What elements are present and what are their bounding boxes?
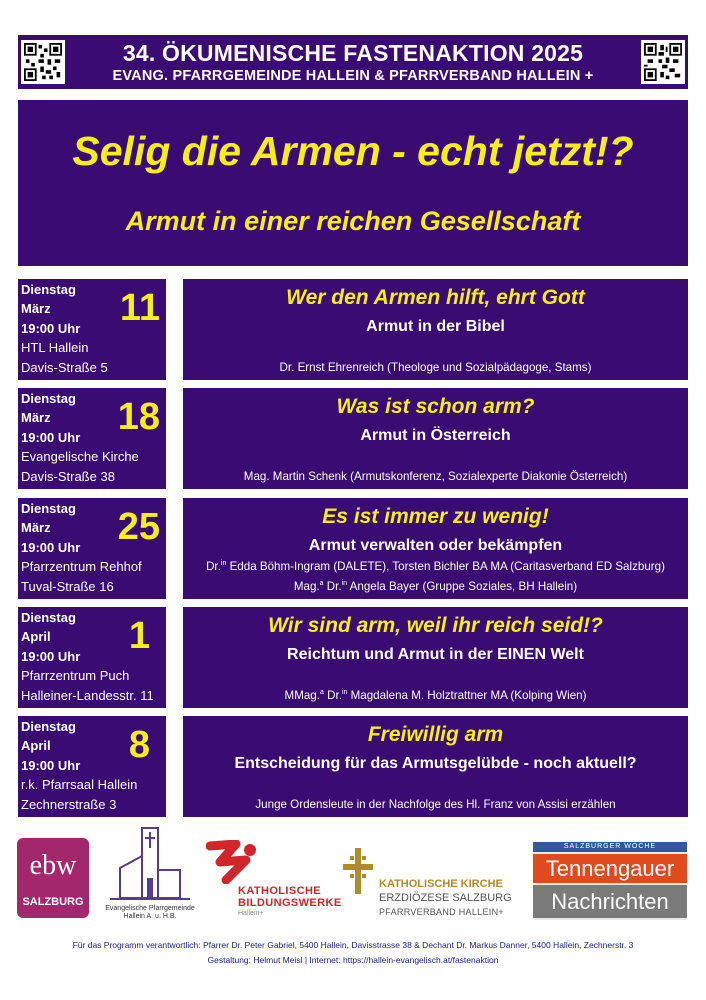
event-month: April: [21, 629, 51, 644]
event-weekday: Dienstag: [21, 719, 76, 734]
event-day-number: 11: [119, 287, 160, 329]
header-subtitle: EVANG. PFARRGEMEINDE HALLEIN & PFARRVERBAND HALLEIN +: [112, 68, 594, 84]
kbw-logo-line3: Hallein+: [238, 910, 264, 917]
event-day-number: 25: [117, 506, 160, 548]
tennengauer-nachrichten-logo: [533, 842, 687, 920]
event-address: Davis-Straße 5: [21, 360, 108, 375]
event-speaker: Dr.$^{in}$ Edda Böhm-Ingram (DALETE), Torsten Bichler BA MA (Caritasverband ED Salzburg): [206, 560, 665, 573]
event-place: Evangelische Kirche: [21, 449, 139, 464]
event-time: 19:00 Uhr: [21, 758, 81, 773]
event-address: Tuval-Straße 16: [21, 579, 114, 594]
event-speaker: Junge Ordensleute in der Nachfolge des Hl. Franz von Assisi erzählen: [255, 798, 616, 811]
event-address: Halleiner-Landesstr. 11: [21, 688, 154, 703]
evangelische-pfarrgemeinde-logo: [100, 826, 200, 922]
event-month: März: [21, 410, 51, 425]
kbw-logo-line2: BILDUNGSWERKE: [238, 897, 342, 909]
event-place: Pfarrzentrum Rehhof: [21, 559, 142, 574]
tn-logo-line1: Tennengauer: [533, 854, 687, 883]
event-date-box: [18, 279, 166, 380]
event-topic: Wir sind arm, weil ihr reich seid!?: [268, 614, 603, 637]
event-speaker: MMag.$^a$ Dr.$^{in}$ Magdalena M. Holztrattner MA (Kolping Wien): [284, 689, 587, 702]
event-date-box: [18, 607, 166, 708]
ebw-logo-subtext: SALZBURG: [22, 896, 84, 908]
event-time: 19:00 Uhr: [21, 321, 81, 336]
event-theme: Armut in der Bibel: [366, 318, 505, 335]
kk-logo-line2: ERZDIÖZESE SALZBURG: [379, 892, 512, 904]
event-day-number: 1: [128, 615, 150, 657]
event-address: Davis-Straße 38: [21, 469, 115, 484]
ebw-salzburg-logo: [17, 838, 89, 918]
event-time: 19:00 Uhr: [21, 649, 81, 664]
event-talk-box: [183, 279, 688, 380]
evang-logo-caption: Evangelische Pfarrgemeinde Hallein A. u. H.B.: [105, 905, 195, 920]
event-talk-box: [183, 607, 688, 708]
event-date-box: [18, 498, 166, 599]
event-weekday: Dienstag: [21, 610, 76, 625]
event-day-number: 18: [117, 396, 160, 438]
event-theme: Entscheidung für das Armutsgelübde - noch aktuell?: [234, 755, 637, 772]
event-weekday: Dienstag: [21, 282, 76, 297]
ebw-logo-text: ebw: [29, 850, 77, 881]
event-talk-box: [183, 498, 688, 599]
event-talk-box: [183, 388, 688, 489]
event-month: März: [21, 301, 51, 316]
title-banner: [18, 100, 688, 266]
event-time: 19:00 Uhr: [21, 540, 81, 555]
header-title: 34. ÖKUMENISCHE FASTENAKTION 2025: [122, 40, 584, 66]
event-theme: Armut verwalten oder bekämpfen: [308, 537, 563, 554]
main-subtitle: Armut in einer reichen Gesellschaft: [125, 206, 581, 236]
event-speaker: Dr. Ernst Ehrenreich (Theologe und Sozialpädagoge, Stams): [279, 361, 592, 374]
church-icon: [100, 826, 200, 904]
footer-responsible: Für das Programm verantwortlich: Pfarrer Dr. Peter Gabriel, 5400 Hallein, Davisstrasse 38 & Dechant Dr. Markus Danner, 5400 Hallein, Zechnerstr. 3: [72, 940, 634, 950]
tn-logo-line2: Nachrichten: [533, 885, 687, 918]
event-topic: Freiwillig arm: [367, 723, 504, 746]
event-weekday: Dienstag: [21, 501, 76, 516]
event-place: HTL Hallein: [21, 340, 89, 355]
kk-logo-line3: PFARRVERBAND HALLEIN+: [379, 907, 504, 917]
katholische-bildungswerke-logo: [206, 840, 342, 918]
event-day-number: 8: [128, 724, 150, 766]
kk-logo-line1: KATHOLISCHE KIRCHE: [379, 878, 503, 890]
kbw-swoosh-icon: [206, 840, 266, 884]
cross-icon: [341, 846, 375, 896]
event-place: Pfarrzentrum Puch: [21, 668, 130, 683]
event-date-box: [18, 716, 166, 817]
qr-code-icon[interactable]: [641, 40, 685, 84]
event-place: r.k. Pfarrsaal Hallein: [21, 777, 138, 792]
event-speaker: Mag.$^a$ Dr.$^{in}$ Angela Bayer (Gruppe Soziales, BH Hallein): [293, 580, 578, 593]
qr-code-graphic: [644, 43, 682, 81]
event-topic: Es ist immer zu wenig!: [322, 505, 549, 528]
event-weekday: Dienstag: [21, 391, 76, 406]
event-month: April: [21, 738, 51, 753]
main-title: Selig die Armen - echt jetzt!?: [72, 128, 634, 174]
event-topic: Was ist schon arm?: [336, 395, 535, 418]
event-date-box: [18, 388, 166, 489]
kbw-logo-line1: KATHOLISCHE: [238, 885, 322, 897]
event-speaker: Mag. Martin Schenk (Armutskonferenz, Sozialexperte Diakonie Österreich): [243, 470, 628, 483]
katholische-kirche-logo: [341, 846, 521, 920]
event-month: März: [21, 520, 51, 535]
event-theme: Armut in Österreich: [360, 427, 511, 444]
event-talk-box: [183, 716, 688, 817]
event-time: 19:00 Uhr: [21, 430, 81, 445]
event-theme: Reichtum und Armut in der EINEN Welt: [287, 646, 584, 663]
tn-logo-bar: SALZBURGER WOCHE: [533, 842, 687, 852]
header-bar: [18, 35, 688, 89]
event-address: Zechnerstraße 3: [21, 797, 117, 812]
event-topic: Wer den Armen hilft, ehrt Gott: [286, 286, 585, 309]
footer-credits: Gestaltung: Helmut Meisl | Internet: https://hallein-evangelisch.at/fastenaktion: [207, 955, 499, 965]
